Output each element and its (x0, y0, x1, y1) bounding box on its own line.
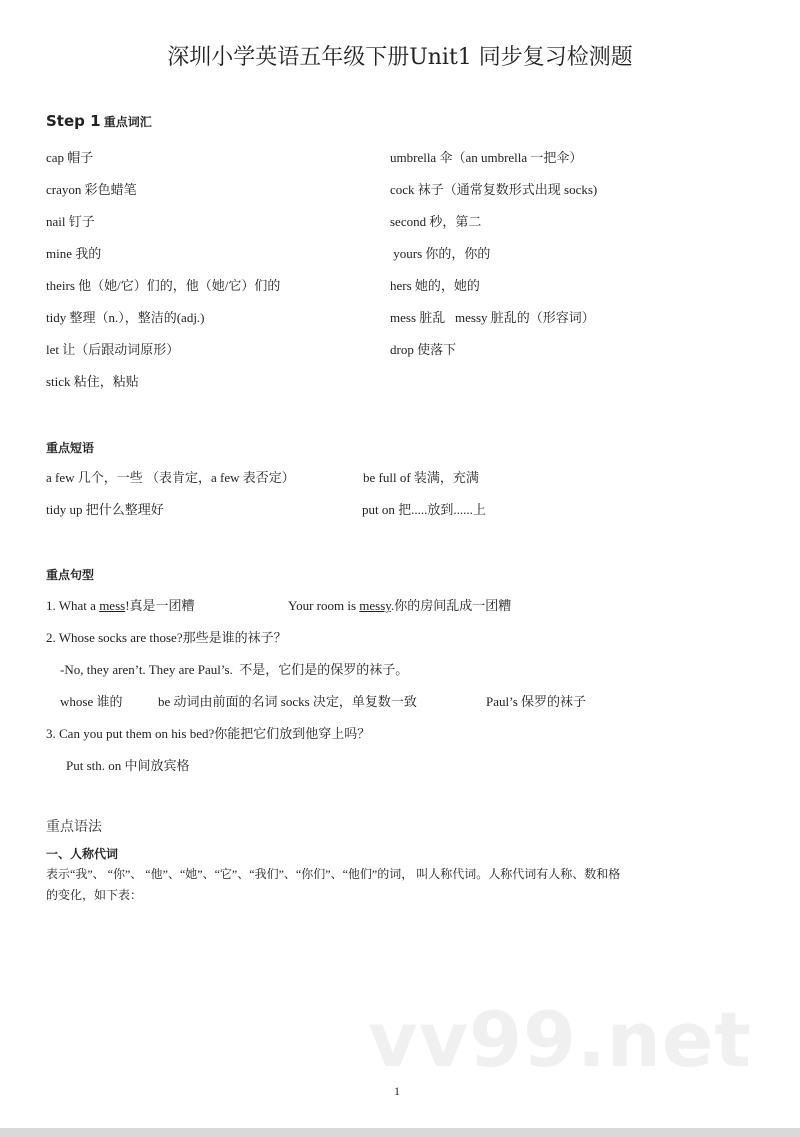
sentence-1a (46, 598, 195, 614)
note: Put sth. on 中间放宾格 (66, 758, 190, 773)
grammar-subheading: 一、人称代词 (46, 847, 119, 861)
vocab-item: stick 粘住，粘贴 (46, 374, 139, 389)
vocab-item: cap 帽子 (46, 150, 94, 165)
phrases-heading: 重点短语 (46, 441, 95, 455)
vocab-item: cock 袜子（通常复数形式出现 socks) (390, 182, 598, 197)
text: Your room is (288, 598, 360, 613)
paragraph: 表示“我”、 “你”、 “他”、“她”、“它”、“我们”、“你们”、“他们”的词， 叫人称代词。人称代词有人称、数和格 (46, 867, 621, 881)
phrase-item: tidy up 把什么整理好 (46, 502, 164, 517)
sentence-3: 3. Can you put them on his bed?你能把它们放到他穿上吗？ (46, 726, 371, 741)
sentence-2-answer: -No, they aren’t. They are Paul’s. 不是，它们是的保罗的袜子。 (60, 662, 409, 677)
page-bottom-edge (0, 1128, 800, 1137)
vocab-item: umbrella 伞（an umbrella 一把伞） (390, 150, 583, 165)
sentence-2: 2. Whose socks are those?那些是谁的袜子？ (46, 630, 287, 645)
vocab-item: let 让（后跟动词原形） (46, 342, 180, 357)
note: whose 谁的 (60, 694, 123, 709)
underlined-word: messy (359, 598, 391, 613)
vocab-item: hers 她的，她的 (390, 278, 480, 293)
text: !真是一团糟 (125, 598, 195, 613)
vocab-item: mine 我的 (46, 246, 102, 261)
paragraph: 的变化，如下表： (46, 888, 143, 902)
vocab-item: tidy 整理（n.），整洁的(adj.) (46, 310, 205, 325)
grammar-heading: 重点语法 (46, 820, 102, 835)
phrase-item: a few 几个，一些 （表肯定，a few 表否定） (46, 470, 295, 485)
sentence-1b (288, 598, 511, 614)
sentences-heading: 重点句型 (46, 568, 95, 582)
text: .你的房间乱成一团糟 (390, 598, 512, 613)
vocab-item: drop 使落下 (390, 342, 457, 357)
step-label: Step 1 (46, 112, 101, 130)
page-number: 1 (394, 1084, 400, 1098)
step1-heading (46, 113, 152, 130)
text: 1. What a (46, 598, 100, 613)
vocab-item: nail 钉子 (46, 214, 95, 229)
phrase-item: be full of 装满，充满 (363, 470, 479, 485)
vocab-item: mess 脏乱 messy 脏乱的（形容词） (390, 310, 595, 325)
vocab-item: yours 你的，你的 (390, 246, 491, 261)
underlined-word: mess (99, 598, 126, 613)
step-title: 重点词汇 (103, 115, 152, 129)
note: be 动词由前面的名词 socks 决定，单复数一致 (158, 694, 417, 709)
vocab-item: crayon 彩色蜡笔 (46, 182, 137, 197)
document-title: 深圳小学英语五年级下册Unit1 同步复习检测题 (167, 45, 633, 70)
vocab-item: theirs 他（她/它）们的，他（她/它）们的 (46, 278, 281, 293)
vocab-item: second 秒，第二 (390, 214, 482, 229)
note: Paul’s 保罗的袜子 (486, 694, 587, 709)
phrase-item: put on 把.....放到......上 (362, 502, 486, 517)
watermark: vv99.net (368, 995, 752, 1084)
